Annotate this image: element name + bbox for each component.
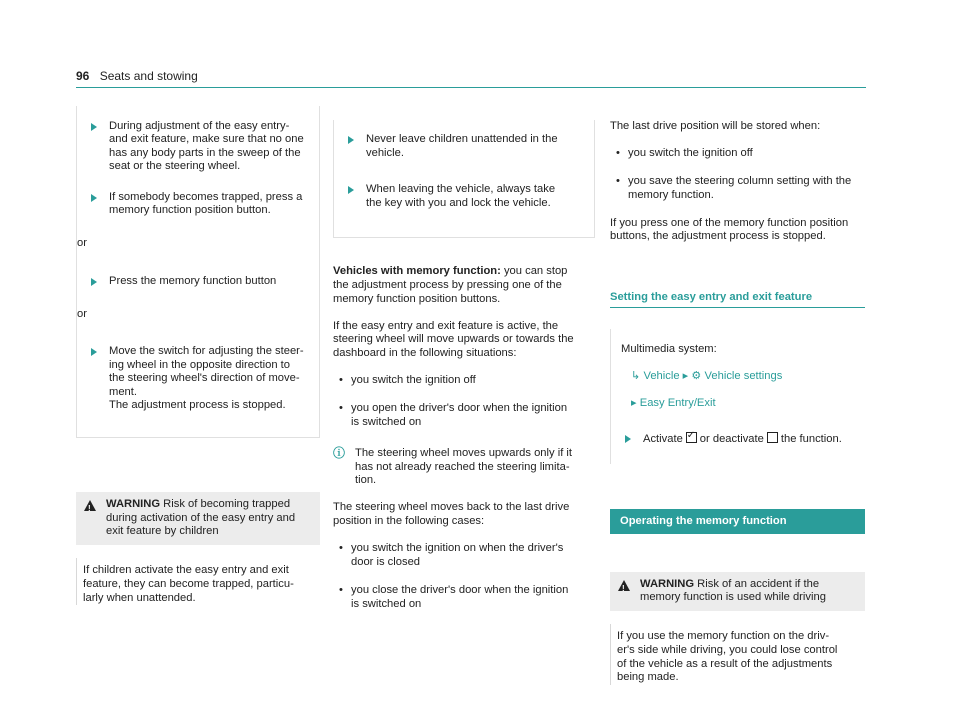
list-item: • you switch the ignition off — [616, 146, 753, 159]
or-text: or — [77, 237, 87, 250]
arrow-icon — [625, 435, 631, 443]
nav-path-2 — [621, 397, 865, 411]
setting-block — [610, 329, 865, 463]
car-settings-icon: ⚙ — [691, 370, 705, 383]
list-item: • you open the driver's door when the ignition is switched on — [339, 402, 568, 428]
list-item: • you switch the ignition on when the driver's door is closed — [339, 542, 564, 568]
arrow-icon — [91, 123, 97, 131]
last-position-text: The last drive position will be stored when: — [610, 119, 821, 132]
steps-block — [333, 120, 595, 238]
warning-icon: ! — [84, 500, 96, 511]
section-title: Seats and stowing — [99, 69, 198, 83]
column-2 — [333, 106, 595, 626]
arrow-icon — [348, 186, 354, 194]
chevron-right-icon: ▸ — [679, 370, 692, 383]
arrow-icon — [91, 194, 97, 202]
multimedia-label: Multimedia system: — [621, 342, 717, 355]
nav-path-1 — [621, 370, 865, 384]
warning-header — [76, 492, 320, 545]
arrow-icon — [348, 136, 354, 144]
step-item: Never leave children unattended in the vehicle. — [344, 133, 584, 160]
warning-body: If you use the memory function on the driv- er's side while driving, you could lose control of the vehicle as a result of the adjustments being made. — [610, 624, 865, 684]
warning-title: Risk of an accident if the memory function is used while driving — [640, 577, 826, 604]
arrow-icon — [91, 278, 97, 286]
list-item: • you save the steering column setting with the memory function. — [616, 174, 852, 201]
warning-body: If children activate the easy entry and exit feature, they can become trapped, particu- larly when unattended. — [76, 558, 320, 605]
unchecked-box-icon — [767, 432, 778, 443]
checked-box-icon — [686, 432, 697, 443]
step-item: When leaving the vehicle, always take the key with you and lock the vehicle. — [344, 183, 584, 210]
info-icon: ⓘ — [333, 446, 346, 461]
warning-header — [610, 572, 865, 611]
nav-arrow-icon: ↳ — [631, 370, 644, 383]
list-item: • you switch the ignition off — [339, 374, 476, 387]
warning-icon: ! — [618, 580, 630, 591]
list-item: • you close the driver's door when the ignition is switched on — [339, 584, 569, 610]
page-number: 96 — [76, 69, 90, 83]
header-rule — [76, 87, 866, 88]
warning-box — [76, 478, 320, 618]
page-header — [76, 70, 198, 84]
back-paragraph: The steering wheel moves back to the last drive position in the following cases: — [333, 501, 570, 528]
warning-label: WARNING — [106, 498, 161, 511]
warning-label: WARNING — [640, 577, 695, 590]
warning-title: Risk of becoming trapped during activation of the easy entry and exit feature by children — [106, 498, 296, 538]
memory-paragraph: Vehicles with memory function: you can stop the adjustment process by pressing one of the memory function position buttons. — [333, 265, 568, 305]
nav-vehicle[interactable]: Vehicle — [643, 370, 680, 383]
column-3 — [610, 106, 865, 712]
arrow-icon — [91, 348, 97, 356]
active-paragraph: If the easy entry and exit feature is active, the steering wheel will move upwards or towards the dashboard in the following situations: — [333, 319, 574, 359]
step-item: Press the memory function button — [87, 275, 309, 289]
press-paragraph: If you press one of the memory function position buttons, the adjustment process is stopped. — [610, 216, 849, 243]
info-note: ⓘ The steering wheel moves upwards only if it has not already reached the steering limita- tion. — [333, 446, 573, 487]
setting-section-title: Setting the easy entry and exit feature — [610, 291, 865, 308]
operating-section-title: Operating the memory function — [610, 509, 865, 535]
column-1 — [76, 106, 320, 619]
or-text: or — [77, 307, 87, 320]
step-item: During adjustment of the easy entry- and exit feature, make sure that no one has any body parts in the sweep of the seat or the steering wheel. — [87, 120, 309, 174]
step-item: Activate✓ or deactivate the function. — [621, 432, 865, 447]
chevron-right-icon: ▸ — [631, 397, 640, 410]
warning-box — [610, 558, 865, 698]
steps-block — [76, 106, 320, 438]
step-item: If somebody becomes trapped, press a memory function position button. — [87, 191, 309, 218]
step-item: Move the switch for adjusting the steer- ing wheel in the opposite direction to the steering wheel's direction of move- ment. The adjustment process is stopped. — [87, 345, 309, 413]
nav-vehicle-settings[interactable]: Vehicle settings — [704, 370, 783, 383]
nav-easy-entry[interactable]: Easy Entry/Exit — [639, 397, 716, 410]
